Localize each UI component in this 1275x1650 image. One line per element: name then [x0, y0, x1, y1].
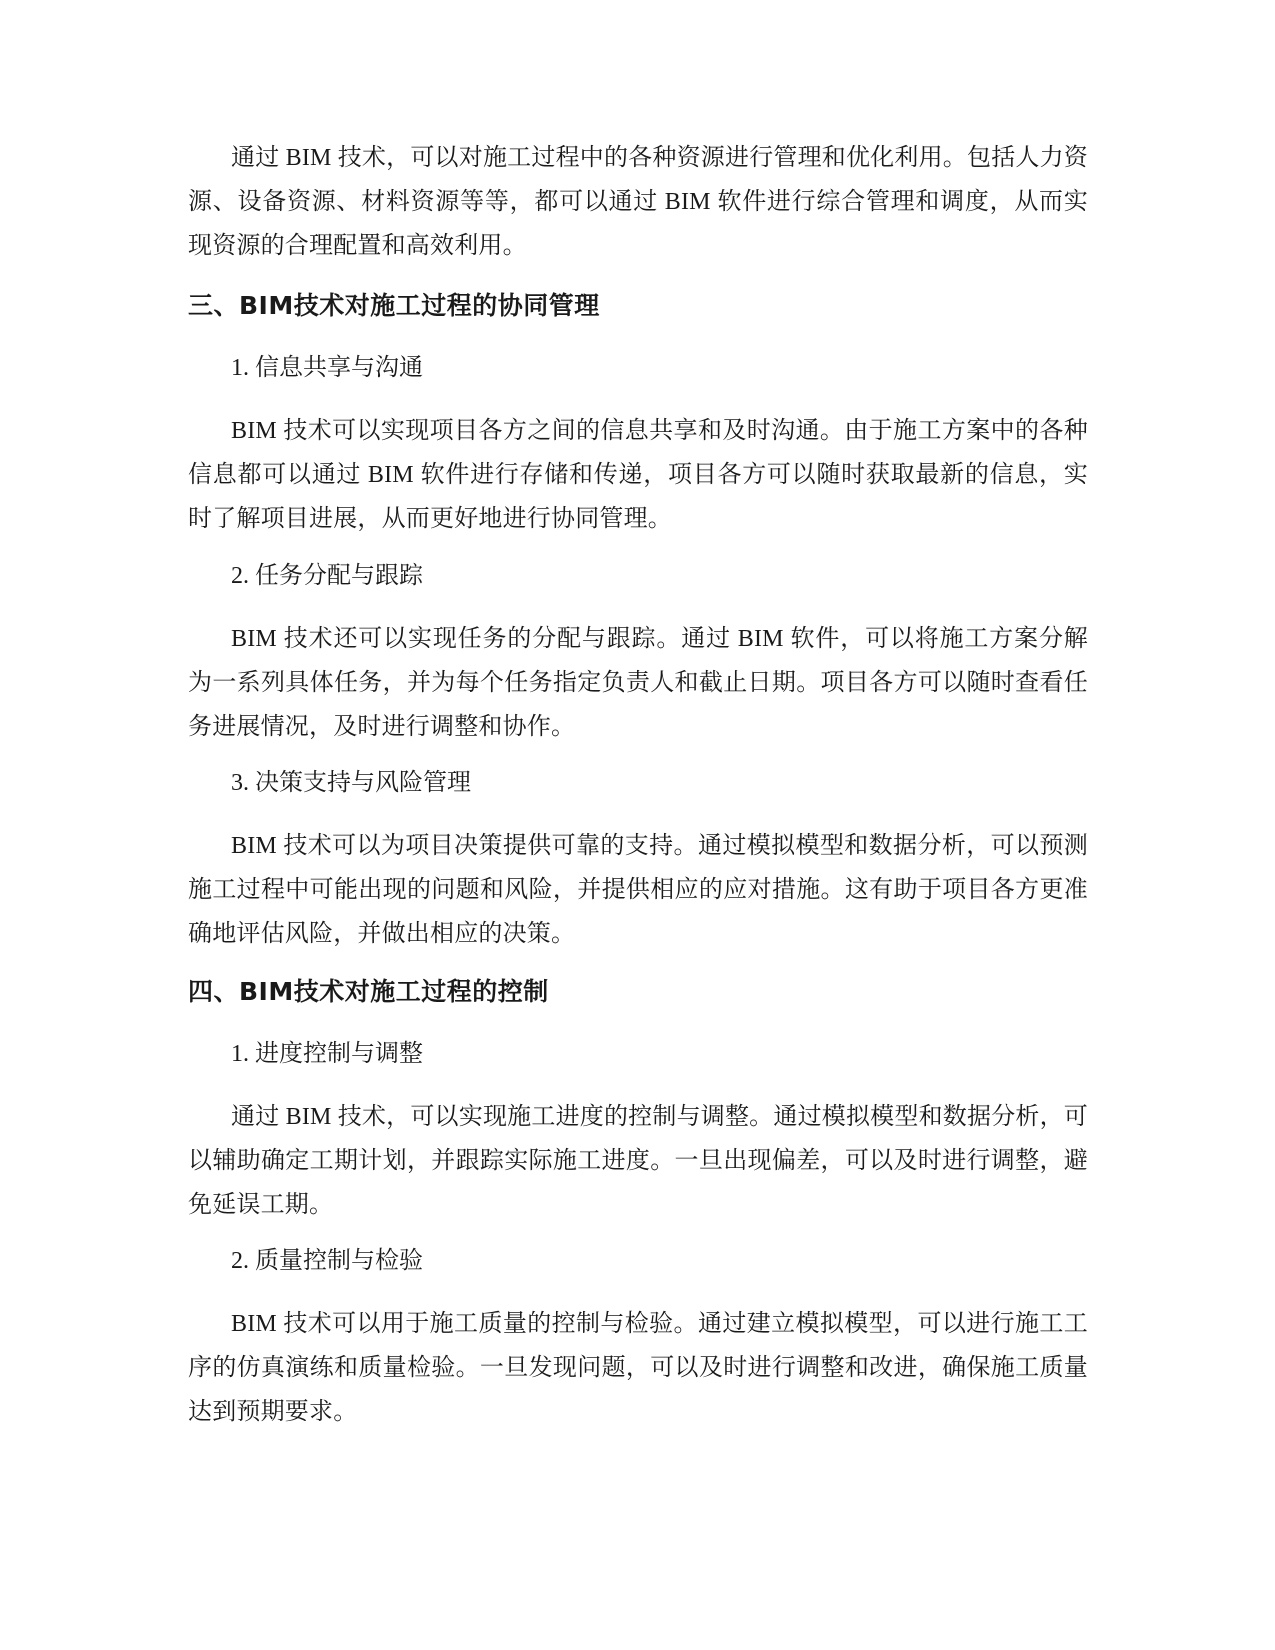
section-3-item-1-body: BIM 技术可以实现项目各方之间的信息共享和及时沟通。由于施工方案中的各种信息都可以通过 BIM 软件进行存储和传递，项目各方可以随时获取最新的信息，实时了解项目进展，从而更好地进行协同管理。: [188, 418, 1088, 532]
section-4-item-2-body: BIM 技术可以用于施工质量的控制与检验。通过建立模拟模型，可以进行施工工序的仿真演练和质量检验。一旦发现问题，可以及时进行调整和改进，确保施工质量达到预期要求。: [188, 1311, 1088, 1425]
section-3-item-1-title: 1. 信息共享与沟通: [231, 355, 423, 381]
section-4-item-1-body: 通过 BIM 技术，可以实现施工进度的控制与调整。通过模拟模型和数据分析，可以辅助确定工期计划，并跟踪实际施工进度。一旦出现偏差，可以及时进行调整，避免延误工期。: [188, 1104, 1088, 1218]
section-3-heading: 三、BIM技术对施工过程的协同管理: [188, 291, 600, 320]
section-4-item-1-title: 1. 进度控制与调整: [231, 1041, 423, 1067]
section-4-heading: 四、BIM技术对施工过程的控制: [188, 977, 549, 1006]
paragraph-resources: 通过 BIM 技术，可以对施工过程中的各种资源进行管理和优化利用。包括人力资源、设备资源、材料资源等等，都可以通过 BIM 软件进行综合管理和调度，从而实现资源的合理配置和高效利用。: [188, 145, 1088, 259]
section-3-item-2-title: 2. 任务分配与跟踪: [231, 563, 423, 589]
section-3-item-3-title: 3. 决策支持与风险管理: [231, 770, 471, 796]
section-4-item-2-title: 2. 质量控制与检验: [231, 1248, 423, 1274]
section-3-item-2-body: BIM 技术还可以实现任务的分配与跟踪。通过 BIM 软件，可以将施工方案分解为一系列具体任务，并为每个任务指定负责人和截止日期。项目各方可以随时查看任务进展情况，及时进行调整和协作。: [188, 626, 1088, 740]
section-3-item-3-body: BIM 技术可以为项目决策提供可靠的支持。通过模拟模型和数据分析，可以预测施工过程中可能出现的问题和风险，并提供相应的应对措施。这有助于项目各方更准确地评估风险，并做出相应的决策。: [188, 833, 1088, 947]
